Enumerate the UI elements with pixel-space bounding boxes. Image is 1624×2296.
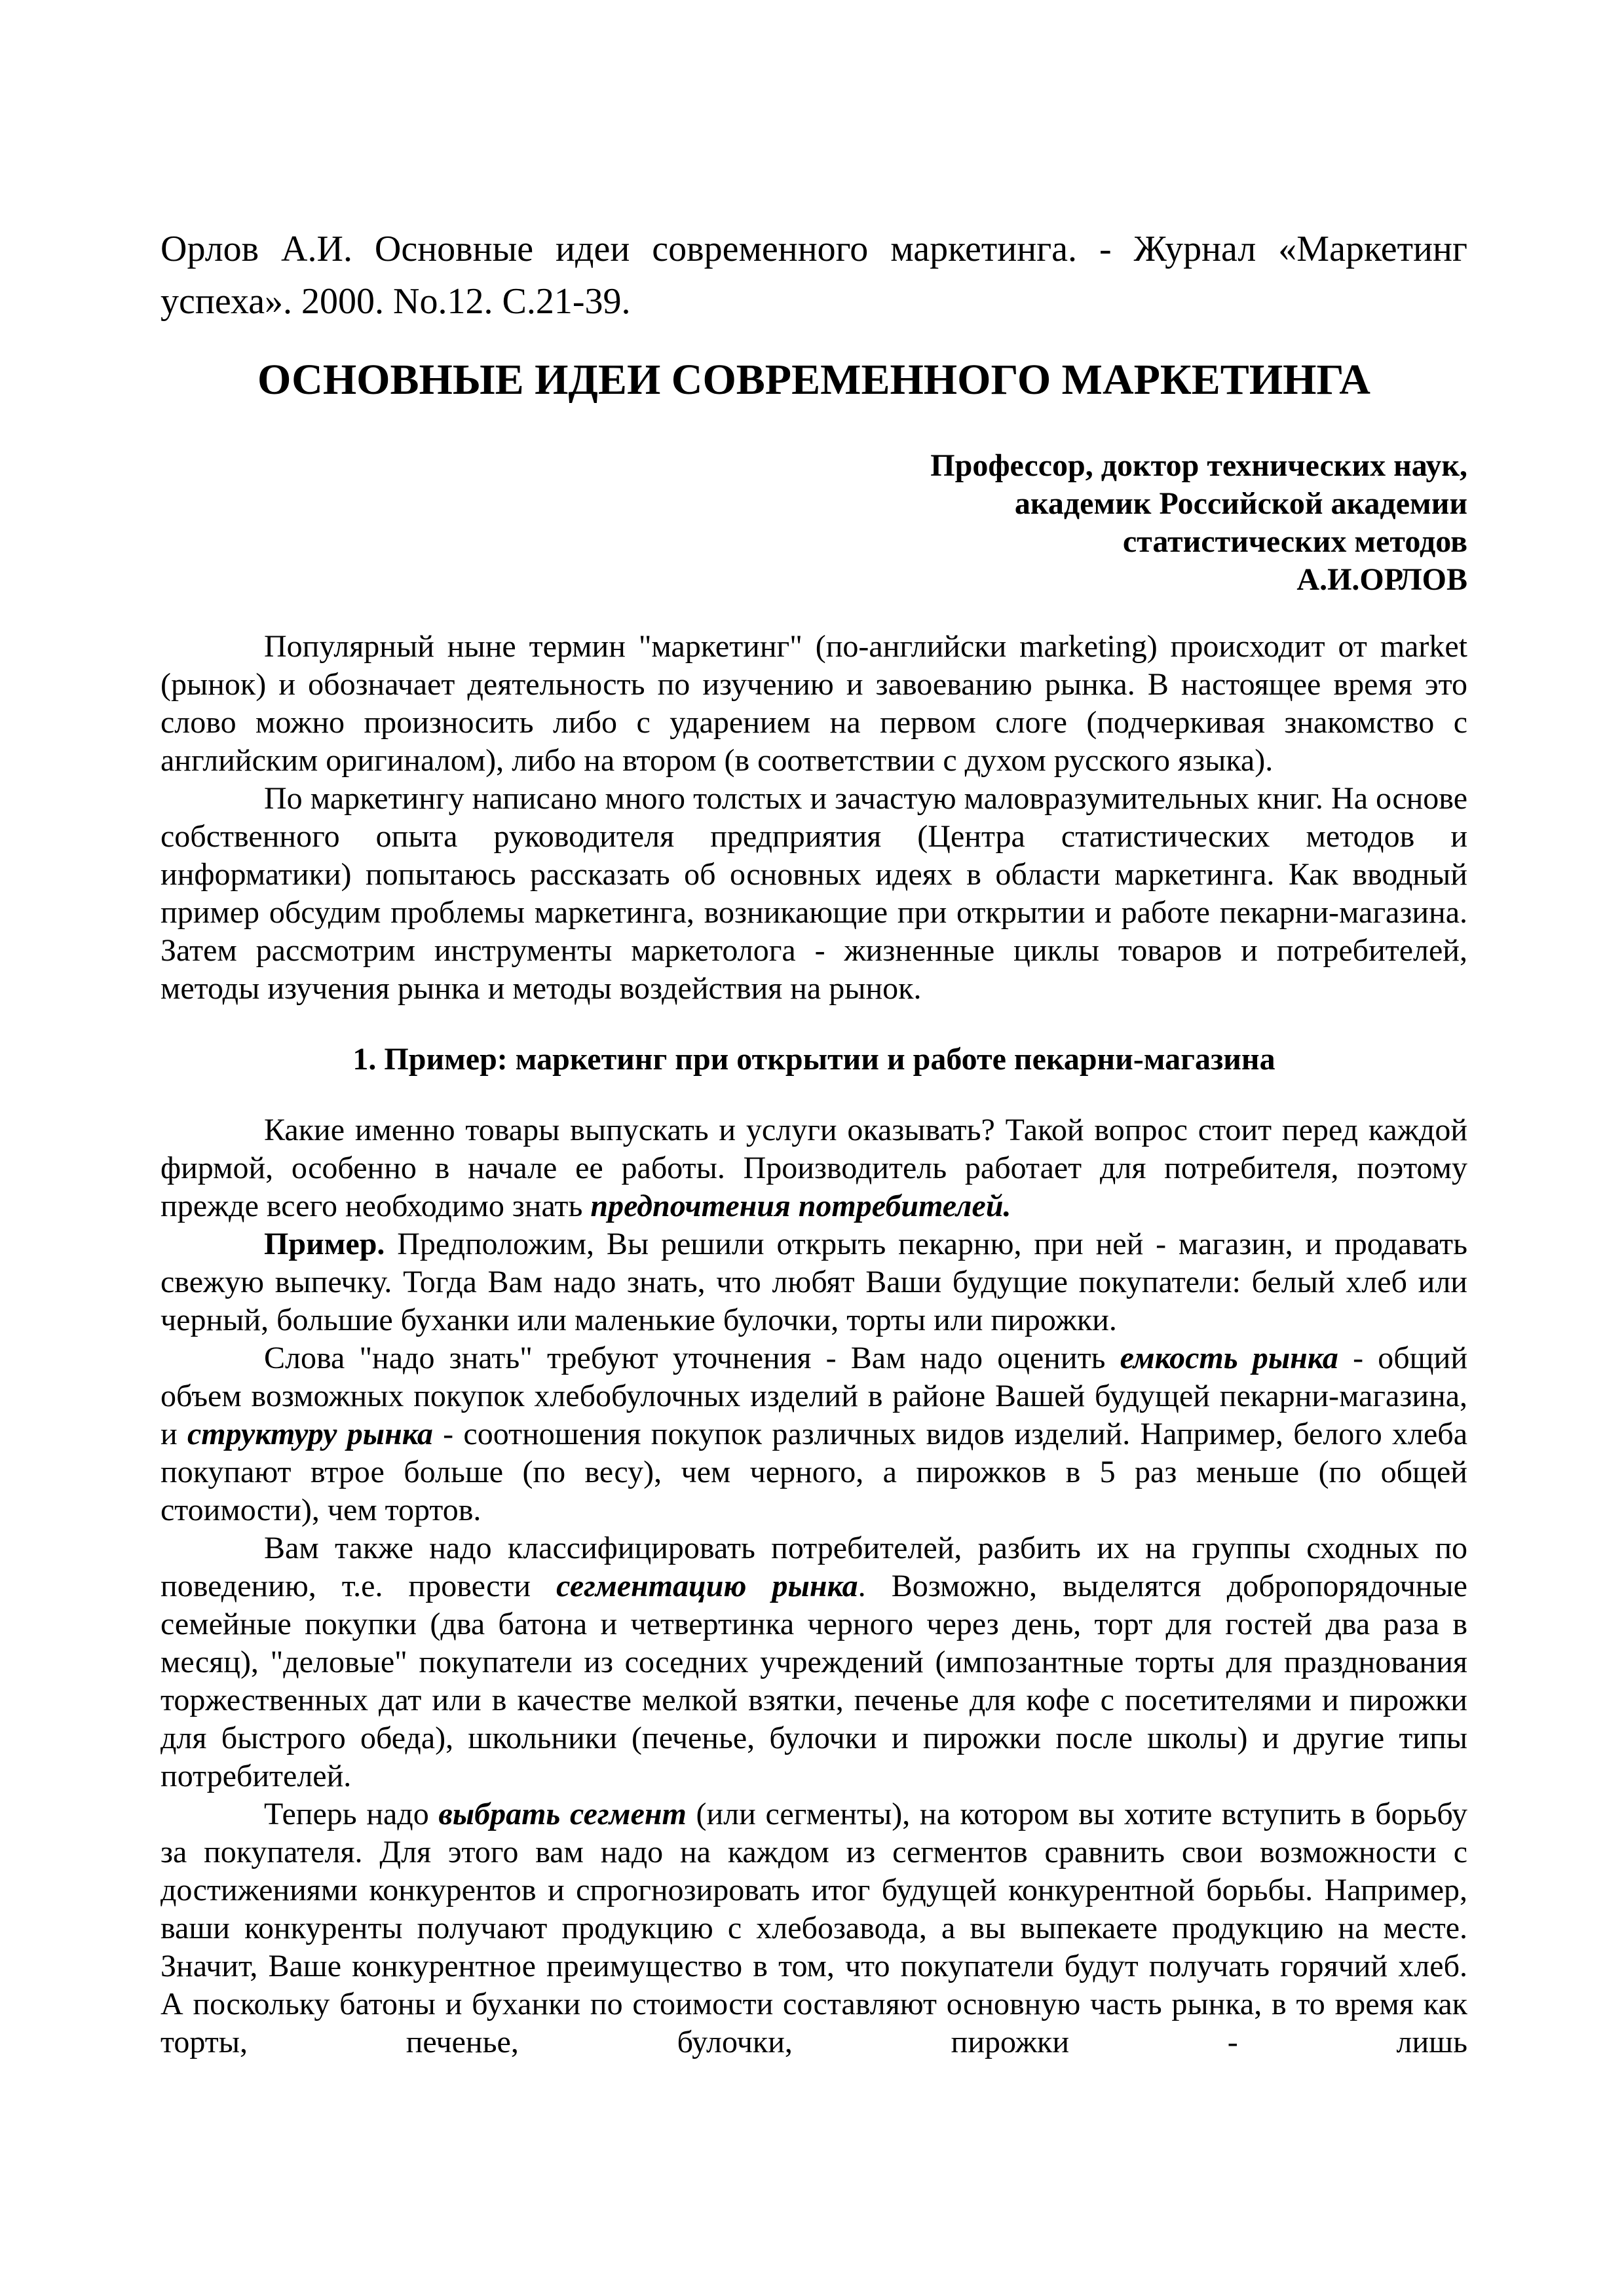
paragraph-text: . Возможно, выделятся добропорядочные семейные покупки (два батона и четвертинка черного через день, торт для гостей два раза в месяц), "деловые" покупатели из соседних учреждений (импозантные торты для празднования торжественных дат или в качестве мелкой взятки, печенье для кофе с посетителями и пирожки для быстрого обеда), школьники (печенье, булочки и пирожки после школы) и другие типы потребителей. [161, 1569, 1467, 1793]
author-title-line: статистических методов [1122, 524, 1467, 559]
paragraph-text: - соотношения покупок различных видов изделий. Например, белого хлеба покупают втрое больше (по весу), чем черного, а пирожков в 5 раз меньше (по общей стоимости), чем тортов. [161, 1417, 1468, 1527]
paragraph [161, 1339, 1467, 1529]
intro-paragraph: По маркетингу написано много толстых и зачастую маловразумительных книг. На основе собственного опыта руководителя предприятия (Центра статистических методов и информатики) попытаюсь рассказать об основных идеях в области маркетинга. Как вводный пример обсудим проблемы маркетинга, возникающие при открытии и работе пекарни-магазина. Затем рассмотрим инструменты маркетолога - жизненные циклы товаров и потребителей, методы изучения рынка и методы воздействия на рынок. [161, 781, 1467, 1006]
intro-paragraph: Популярный ныне термин "маркетинг" (по-английски marketing) происходит от market (рынок) и обозначает деятельность по изучению и завоеванию рынка. В настоящее время это слово можно произносить либо с ударением на первом слоге (подчеркивая знакомство с английским оригиналом), либо на втором (в соответствии с духом русского языка). [161, 629, 1467, 778]
emphasis-term: предпочтения потребителей. [590, 1189, 1011, 1223]
page-title: ОСНОВНЫЕ ИДЕИ СОВРЕМЕННОГО МАРКЕТИНГА [257, 356, 1370, 404]
paragraph-text: - общий объем возможных покупок хлебобулочных изделий в районе Вашей будущей пекарни-магазина, и [161, 1341, 1467, 1451]
paragraph-text: Какие именно товары выпускать и услуги оказывать? Такой вопрос стоит перед каждой фирмой, особенно в начале ее работы. Производитель работает для потребителя, поэтому прежде всего необходимо знать [161, 1113, 1467, 1223]
author-name: А.И.ОРЛОВ [1296, 562, 1467, 597]
paragraph [161, 1795, 1467, 2061]
paragraph-text: (или сегменты), на котором вы хотите вступить в борьбу за покупателя. Для этого вам надо на каждом из сегментов сравнить свои возможности с достижениями конкурентов и спрогнозировать итог будущей конкурентной борьбы. Например, ваши конкуренты получают продукцию с хлебозавода, а вы выпекаете продукцию на месте. Значит, Ваше конкурентное преимущество в том, что покупатели будут получать горячий хлеб. А поскольку батоны и буханки по стоимости составляют основную часть рынка, в то время как торты, печенье, булочки, пирожки - лишь [161, 1797, 1468, 2059]
author-block [616, 447, 1467, 599]
citation: Орлов А.И. Основные идеи современного маркетинга. - Журнал «Маркетинг успеха». 2000. No.12. С.21-39. [161, 229, 1467, 322]
paragraph-text: Теперь надо [264, 1797, 439, 1831]
paragraph [161, 1225, 1467, 1339]
paragraph [161, 1529, 1467, 1795]
author-title-line: Профессор, доктор технических наук, [930, 448, 1467, 483]
emphasis-term: емкость рынка [1120, 1341, 1338, 1375]
paragraph-lead: Пример. [264, 1227, 385, 1261]
emphasis-term: выбрать сегмент [438, 1797, 687, 1831]
section-heading: 1. Пример: маркетинг при открытии и работе пекарни-магазина [352, 1042, 1275, 1077]
paragraph [161, 1111, 1467, 1225]
paragraph-text: Предположим, Вы решили открыть пекарню, при ней - магазин, и продавать свежую выпечку. Тогда Вам надо знать, что любят Ваши будущие покупатели: белый хлеб или черный, большие буханки или маленькие булочки, торты или пирожки. [161, 1227, 1467, 1337]
article-body [161, 628, 1467, 2061]
paragraph-text: Вам также надо классифицировать потребителей, разбить их на группы сходных по поведению, т.е. провести [161, 1531, 1467, 1603]
paragraph-text: Слова "надо знать" требуют уточнения - Вам надо оценить [264, 1341, 1120, 1375]
emphasis-term: сегментацию рынка [556, 1569, 858, 1603]
emphasis-term: структуру рынка [187, 1417, 433, 1451]
author-title-line: академик Российской академии [1014, 486, 1467, 521]
